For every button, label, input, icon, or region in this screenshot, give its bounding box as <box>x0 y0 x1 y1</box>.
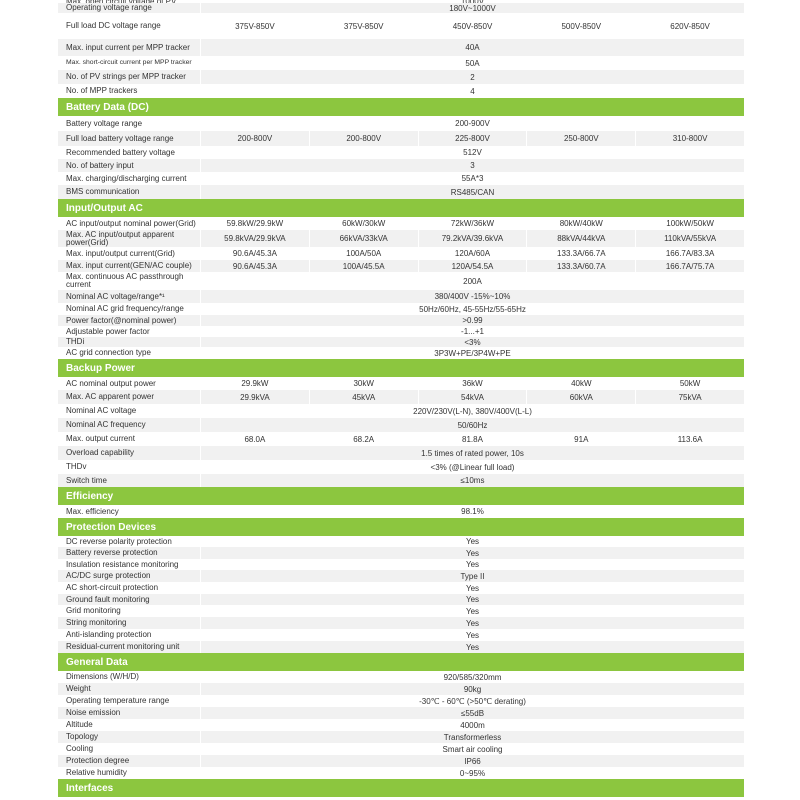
spec-value: 80kW/40kW <box>526 217 635 230</box>
spec-values <box>200 460 744 474</box>
spec-value: 310-800V <box>635 131 744 146</box>
spec-label: Weight <box>66 684 91 693</box>
spec-values <box>200 767 744 779</box>
spec-row <box>58 629 744 641</box>
spec-row <box>58 432 744 446</box>
spec-values <box>200 185 744 199</box>
spec-value: 620V-850V <box>635 13 744 39</box>
spec-values <box>200 84 744 98</box>
spec-value: <3% <box>200 337 744 347</box>
spec-value: ≤10ms <box>200 474 744 487</box>
spec-row <box>58 719 744 731</box>
spec-label: Cooling <box>66 744 94 753</box>
spec-value: 100A/45.5A <box>309 260 418 272</box>
spec-values <box>200 418 744 432</box>
spec-row <box>58 377 744 390</box>
spec-value: -30℃ - 60℃ (>50℃ derating) <box>200 695 744 707</box>
spec-values <box>200 217 744 230</box>
spec-value: 90.6A/45.3A <box>200 260 309 272</box>
spec-value: Yes <box>200 641 744 653</box>
spec-value: 3P3W+PE/3P4W+PE <box>200 347 744 359</box>
spec-value: IP66 <box>200 755 744 767</box>
spec-values <box>200 731 744 743</box>
spec-values <box>200 230 744 247</box>
spec-row <box>58 303 744 315</box>
spec-row <box>58 217 744 230</box>
spec-values <box>200 315 744 326</box>
spec-value: 180V~1000V <box>200 3 744 13</box>
spec-value: 4000m <box>200 719 744 731</box>
spec-label: Protection degree <box>66 756 130 765</box>
spec-label: Grid monitoring <box>66 606 121 615</box>
spec-row <box>58 390 744 404</box>
spec-values <box>200 474 744 487</box>
spec-values <box>200 570 744 582</box>
spec-label: No. of MPP trackers <box>66 86 138 95</box>
spec-values <box>200 159 744 172</box>
spec-label: DC reverse polarity protection <box>66 536 172 546</box>
spec-row <box>58 247 744 260</box>
spec-row <box>58 707 744 719</box>
spec-value: 40A <box>200 39 744 56</box>
spec-label: Adjustable power factor <box>66 326 150 336</box>
spec-value: 66kVA/33kVA <box>309 230 418 247</box>
spec-value: ≤55dB <box>200 707 744 719</box>
spec-value: 60kW/30kW <box>309 217 418 230</box>
spec-value: 200-800V <box>200 131 309 146</box>
spec-value: 100A/50A <box>309 247 418 260</box>
spec-value: Yes <box>200 605 744 617</box>
spec-values <box>200 390 744 404</box>
spec-value: 200-800V <box>309 131 418 146</box>
section-header-efficiency: Efficiency <box>58 487 744 505</box>
spec-value: 68.0A <box>200 432 309 446</box>
spec-label: AC grid connection type <box>66 348 151 357</box>
spec-row <box>58 337 744 347</box>
spec-value: 110kVA/55kVA <box>635 230 744 247</box>
spec-value: 4 <box>200 84 744 98</box>
spec-label: Overload capability <box>66 448 135 457</box>
spec-value: 29.9kVA <box>200 390 309 404</box>
spec-value: 91A <box>526 432 635 446</box>
spec-label: Relative humidity <box>66 768 127 777</box>
spec-row <box>58 755 744 767</box>
spec-row <box>58 418 744 432</box>
spec-value: 100kW/50kW <box>635 217 744 230</box>
section-header-interfaces: Interfaces <box>58 779 744 797</box>
spec-label: AC short-circuit protection <box>66 583 159 592</box>
spec-value: >0.99 <box>200 315 744 326</box>
spec-values <box>200 695 744 707</box>
spec-values <box>200 39 744 56</box>
spec-label: Max. efficiency <box>66 506 119 516</box>
spec-label: Anti-islanding protection <box>66 630 152 639</box>
spec-row <box>58 39 744 56</box>
spec-values <box>200 131 744 146</box>
spec-value: 90kg <box>200 683 744 695</box>
spec-values <box>200 290 744 303</box>
spec-value: Yes <box>200 559 744 570</box>
spec-value: 166.7A/75.7A <box>635 260 744 272</box>
spec-value: 29.9kW <box>200 377 309 390</box>
spec-values <box>200 743 744 755</box>
spec-value: Yes <box>200 629 744 641</box>
spec-value: 90.6A/45.3A <box>200 247 309 260</box>
spec-value: 1.5 times of rated power, 10s <box>200 446 744 460</box>
spec-label: Nominal AC frequency <box>66 420 146 429</box>
spec-row <box>58 272 744 290</box>
spec-value: 98.1% <box>200 505 744 518</box>
spec-values <box>200 13 744 39</box>
spec-row <box>58 683 744 695</box>
spec-values <box>200 683 744 695</box>
spec-label: No. of PV strings per MPP tracker <box>66 72 186 81</box>
spec-label: Max. input/output current(Grid) <box>66 248 175 258</box>
spec-values <box>200 260 744 272</box>
spec-row <box>58 116 744 131</box>
spec-value: 75kVA <box>635 390 744 404</box>
spec-row <box>58 605 744 617</box>
spec-values <box>200 337 744 347</box>
spec-row <box>58 131 744 146</box>
spec-value: 59.8kVA/29.9kVA <box>200 230 309 247</box>
spec-row <box>58 547 744 559</box>
spec-row <box>58 13 744 39</box>
spec-values <box>200 404 744 418</box>
spec-value: 81.8A <box>418 432 527 446</box>
spec-row <box>58 404 744 418</box>
spec-label: Ground fault monitoring <box>66 594 150 604</box>
spec-row <box>58 260 744 272</box>
spec-label: Battery reverse protection <box>66 548 158 557</box>
spec-value: 920/585/320mm <box>200 671 744 683</box>
spec-row <box>58 582 744 594</box>
spec-values <box>200 3 744 13</box>
spec-row <box>58 505 744 518</box>
spec-values <box>200 432 744 446</box>
spec-values <box>200 536 744 547</box>
spec-values <box>200 594 744 605</box>
spec-value: Transformerless <box>200 731 744 743</box>
spec-values <box>200 641 744 653</box>
spec-value: Yes <box>200 594 744 605</box>
spec-value: 200-900V <box>200 116 744 131</box>
spec-row <box>58 594 744 605</box>
spec-label: BMS communication <box>66 187 140 196</box>
spec-value: 72kW/36kW <box>418 217 527 230</box>
spec-label: Dimensions (W/H/D) <box>66 672 139 681</box>
spec-value: 59.8kW/29.9kW <box>200 217 309 230</box>
spec-values <box>200 559 744 570</box>
spec-values <box>200 172 744 185</box>
spec-row <box>58 767 744 779</box>
spec-row <box>58 731 744 743</box>
spec-value: 133.3A/60.7A <box>526 260 635 272</box>
spec-row <box>58 159 744 172</box>
spec-values <box>200 56 744 70</box>
spec-value: 500V-850V <box>526 13 635 39</box>
spec-value: 36kW <box>418 377 527 390</box>
spec-label: String monitoring <box>66 618 127 627</box>
spec-value: 375V-850V <box>200 13 309 39</box>
spec-values <box>200 116 744 131</box>
spec-row <box>58 671 744 683</box>
spec-row <box>58 347 744 359</box>
spec-value: 450V-850V <box>418 13 527 39</box>
spec-label: Operating temperature range <box>66 696 170 705</box>
spec-value: 113.6A <box>635 432 744 446</box>
spec-label: Residual-current monitoring unit <box>66 642 180 651</box>
spec-value: 50kW <box>635 377 744 390</box>
spec-values <box>200 446 744 460</box>
spec-row <box>58 185 744 199</box>
spec-label: Nominal AC voltage/range*¹ <box>66 291 165 301</box>
spec-label: Noise emission <box>66 708 121 717</box>
spec-value: 50/60Hz <box>200 418 744 432</box>
spec-row <box>58 326 744 337</box>
spec-values <box>200 755 744 767</box>
spec-label: Max. output current <box>66 434 135 443</box>
spec-label: Max. input current per MPP tracker <box>66 42 190 52</box>
spec-row <box>58 695 744 707</box>
spec-value: 250-800V <box>526 131 635 146</box>
spec-values <box>200 719 744 731</box>
spec-label: Insulation resistance monitoring <box>66 559 179 569</box>
section-header-general-data: General Data <box>58 653 744 671</box>
spec-label: Recommended battery voltage <box>66 147 175 157</box>
spec-row <box>58 230 744 247</box>
spec-value: 375V-850V <box>309 13 418 39</box>
spec-row <box>58 3 744 13</box>
section-header-input-output-ac: Input/Output AC <box>58 199 744 217</box>
section-header-battery-data-dc: Battery Data (DC) <box>58 98 744 116</box>
spec-value: 68.2A <box>309 432 418 446</box>
spec-row <box>58 446 744 460</box>
spec-label: Topology <box>66 732 99 741</box>
spec-value: Type II <box>200 570 744 582</box>
spec-row <box>58 570 744 582</box>
spec-label: Max. AC input/output apparent power(Grid) <box>66 229 175 247</box>
spec-label: Switch time <box>66 475 107 485</box>
spec-label: Full load DC voltage range <box>66 21 161 30</box>
spec-value: 40kW <box>526 377 635 390</box>
spec-label: AC/DC surge protection <box>66 571 151 580</box>
spec-row <box>58 70 744 84</box>
spec-value: Smart air cooling <box>200 743 744 755</box>
spec-value: 88kVA/44kVA <box>526 230 635 247</box>
spec-value: 380/400V -15%~10% <box>200 290 744 303</box>
spec-value: 133.3A/66.7A <box>526 247 635 260</box>
spec-row <box>58 84 744 98</box>
spec-row <box>58 146 744 159</box>
spec-values <box>200 247 744 260</box>
spec-label: THDv <box>66 462 87 471</box>
spec-row <box>58 290 744 303</box>
spec-values <box>200 377 744 390</box>
spec-value: Yes <box>200 617 744 629</box>
spec-value: 166.7A/83.3A <box>635 247 744 260</box>
section-header-backup-power: Backup Power <box>58 359 744 377</box>
spec-row <box>58 536 744 547</box>
spec-row <box>58 474 744 487</box>
spec-values <box>200 272 744 290</box>
spec-row <box>58 460 744 474</box>
spec-label: THDi <box>66 337 85 346</box>
spec-value: 54kVA <box>418 390 527 404</box>
spec-value: 45kVA <box>309 390 418 404</box>
spec-label: Operating voltage range <box>66 3 152 12</box>
spec-label: Altitude <box>66 720 93 729</box>
spec-values <box>200 547 744 559</box>
spec-label: Power factor(@nominal power) <box>66 315 177 325</box>
spec-value: Yes <box>200 536 744 547</box>
spec-label: Full load battery voltage range <box>66 133 174 143</box>
spec-values <box>200 671 744 683</box>
spec-value: 512V <box>200 146 744 159</box>
spec-values <box>200 326 744 337</box>
spec-values <box>200 617 744 629</box>
spec-value: 3 <box>200 159 744 172</box>
spec-value: 120A/60A <box>418 247 527 260</box>
spec-value: 120A/54.5A <box>418 260 527 272</box>
spec-value: 79.2kVA/39.6kVA <box>418 230 527 247</box>
spec-label: Max. continuous AC passthrough current <box>66 272 184 289</box>
spec-value: RS485/CAN <box>200 185 744 199</box>
spec-value: Yes <box>200 547 744 559</box>
spec-values <box>200 146 744 159</box>
spec-value: 2 <box>200 70 744 84</box>
spec-value: 50Hz/60Hz, 45-55Hz/55-65Hz <box>200 303 744 315</box>
spec-label: Max. AC apparent power <box>66 392 155 401</box>
spec-value: 50A <box>200 56 744 70</box>
spec-row <box>58 172 744 185</box>
spec-label: Max. input current(GEN/AC couple) <box>66 261 192 270</box>
spec-value: -1...+1 <box>200 326 744 337</box>
section-header-protection-devices: Protection Devices <box>58 518 744 536</box>
spec-row <box>58 559 744 570</box>
spec-values <box>200 347 744 359</box>
spec-values <box>200 70 744 84</box>
spec-values <box>200 707 744 719</box>
spec-value: <3% (@Linear full load) <box>200 460 744 474</box>
spec-value: 0~95% <box>200 767 744 779</box>
spec-values <box>200 629 744 641</box>
spec-values <box>200 605 744 617</box>
spec-label: No. of battery input <box>66 160 134 170</box>
spec-label: Nominal AC voltage <box>66 406 137 415</box>
spec-value: 200A <box>200 272 744 290</box>
spec-value: Yes <box>200 582 744 594</box>
spec-row <box>58 617 744 629</box>
spec-row <box>58 743 744 755</box>
spec-value: 220V/230V(L-N), 380V/400V(L-L) <box>200 404 744 418</box>
spec-row <box>58 315 744 326</box>
spec-label: AC nominal output power <box>66 378 156 388</box>
spec-values <box>200 505 744 518</box>
spec-label: Max. charging/discharging current <box>66 173 187 183</box>
spec-value: 225-800V <box>418 131 527 146</box>
spec-row <box>58 56 744 70</box>
spec-value: 55A*3 <box>200 172 744 185</box>
spec-values <box>200 303 744 315</box>
spec-row <box>58 641 744 653</box>
spec-label: AC input/output nominal power(Grid) <box>66 218 196 228</box>
spec-label: Max. short-circuit current per MPP tracker <box>66 59 192 66</box>
spec-value: 30kW <box>309 377 418 390</box>
spec-value: 60kVA <box>526 390 635 404</box>
spec-label: Nominal AC grid frequency/range <box>66 304 184 313</box>
spec-label: Battery voltage range <box>66 118 143 128</box>
spec-values <box>200 582 744 594</box>
